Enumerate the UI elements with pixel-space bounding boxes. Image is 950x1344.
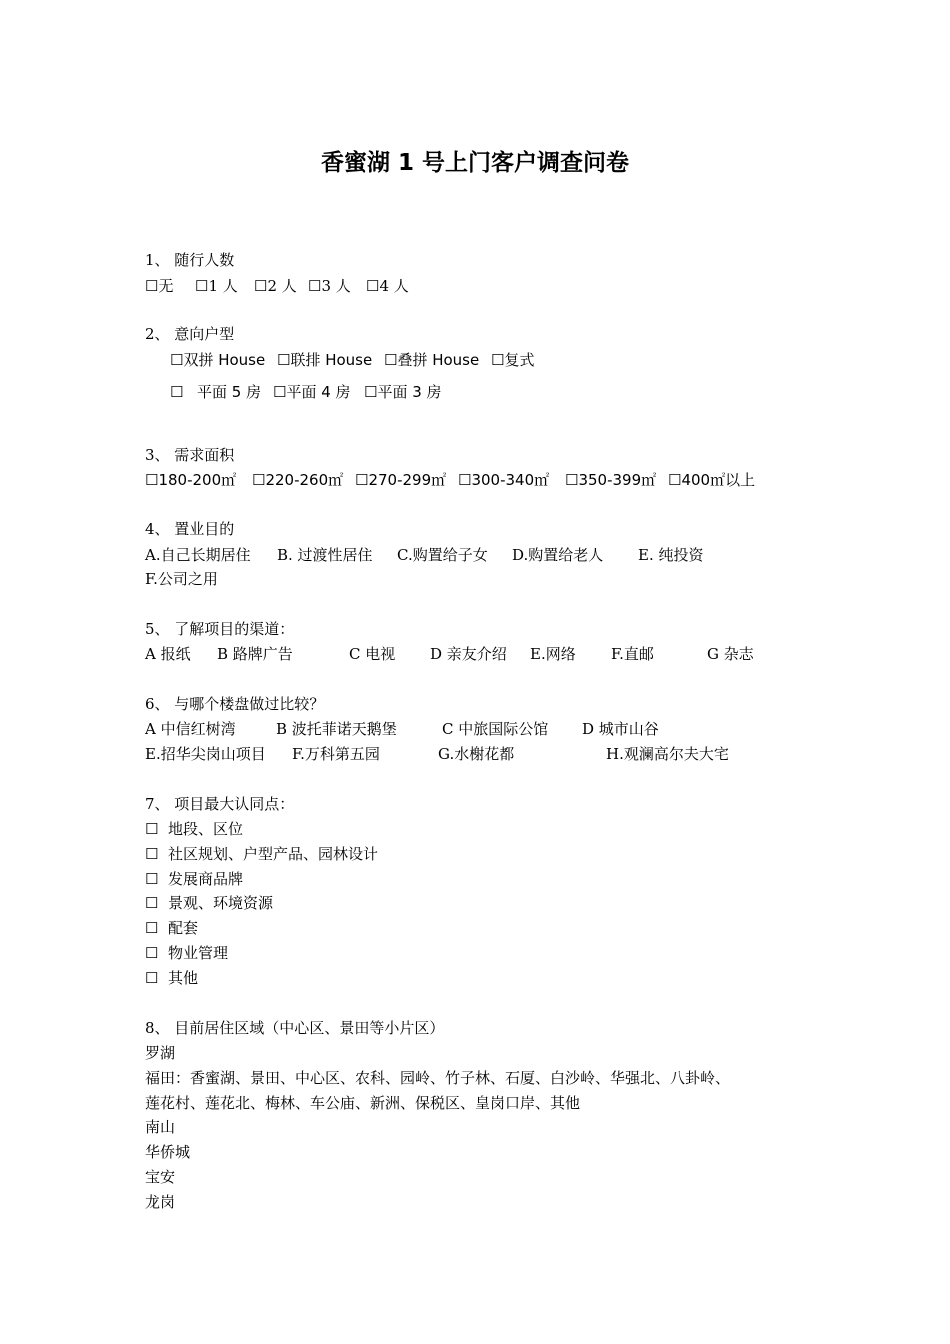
q7-option-planning[interactable]: ☐ 社区规划、户型产品、园林设计: [145, 845, 378, 863]
q4-option-a[interactable]: A.自己长期居住: [145, 546, 251, 564]
q5-option-e[interactable]: E.网络: [530, 645, 576, 663]
q2-question: 2、 意向户型: [145, 325, 235, 343]
q3-question: 3、 需求面积: [145, 446, 235, 464]
q6-option-c[interactable]: C 中旅国际公馆: [442, 720, 549, 738]
q5-option-g[interactable]: G 杂志: [707, 645, 754, 663]
q6-option-a[interactable]: A 中信红树湾: [145, 720, 236, 738]
q8-area-futian-cont: 莲花村、莲花北、梅林、车公庙、新洲、保税区、皇岗口岸、其他: [145, 1094, 581, 1112]
q4-option-d[interactable]: D.购置给老人: [512, 546, 604, 564]
q6-option-d[interactable]: D 城市山谷: [582, 720, 659, 738]
q8-area-oct: 华侨城: [145, 1143, 191, 1161]
q8-area-nanshan: 南山: [145, 1118, 176, 1136]
q7-option-other[interactable]: ☐ 其他: [145, 969, 198, 987]
q5-option-c[interactable]: C 电视: [349, 645, 396, 663]
q4-option-c[interactable]: C.购置给子女: [397, 546, 488, 564]
q7-option-location[interactable]: ☐ 地段、区位: [145, 820, 243, 838]
q1-options: [145, 276, 445, 296]
page-title: 香蜜湖 1 号上门客户调查问卷: [320, 150, 630, 176]
q2-options-row2: [170, 382, 490, 402]
q1-option-none[interactable]: ☐无: [145, 277, 174, 295]
q5-option-b[interactable]: B 路牌广告: [217, 645, 293, 663]
q1-option-3[interactable]: ☐3 人: [308, 277, 351, 295]
q2-options-row1: [170, 350, 590, 370]
q5-option-d[interactable]: D 亲友介绍: [430, 645, 507, 663]
q5-options: [145, 644, 775, 664]
q5-question: 5、 了解项目的渠道：: [145, 620, 295, 638]
q6-option-e[interactable]: E.招华尖岗山项目: [145, 745, 266, 763]
q3-option-180-200[interactable]: ☐180-200㎡: [145, 471, 237, 489]
q3-options: [145, 470, 805, 490]
q1-question: 1、 随行人数: [145, 251, 235, 269]
q2-option-flat-4[interactable]: ☐平面 4 房: [273, 383, 351, 401]
q7-question: 7、 项目最大认同点：: [145, 795, 295, 813]
q2-option-maisonette[interactable]: ☐复式: [491, 351, 535, 369]
q7-option-developer-brand[interactable]: ☐ 发展商品牌: [145, 870, 243, 888]
q6-option-b[interactable]: B 波托菲诺天鹅堡: [276, 720, 397, 738]
q8-area-longgang: 龙岗: [145, 1193, 176, 1211]
q6-options-row2: [145, 744, 765, 764]
q5-option-f[interactable]: F.直邮: [611, 645, 654, 663]
q6-options-row1: [145, 719, 705, 739]
q2-option-townhouse[interactable]: ☐联排 House: [277, 351, 373, 369]
q1-option-4[interactable]: ☐4 人: [366, 277, 409, 295]
q3-option-400-plus[interactable]: ☐400㎡以上: [668, 471, 756, 489]
q1-option-2[interactable]: ☐2 人: [254, 277, 297, 295]
q4-option-b[interactable]: B. 过渡性居住: [277, 546, 373, 564]
q3-option-270-299[interactable]: ☐270-299㎡: [355, 471, 447, 489]
q8-question: 8、 目前居住区域（中心区、景田等小片区）: [145, 1019, 445, 1037]
q2-option-duplex-house[interactable]: ☐双拼 House: [170, 351, 266, 369]
q4-question: 4、 置业目的: [145, 520, 235, 538]
q6-option-g[interactable]: G.水榭花都: [438, 745, 515, 763]
q8-area-luohu: 罗湖: [145, 1044, 176, 1062]
q5-option-a[interactable]: A 报纸: [145, 645, 191, 663]
q6-question: 6、 与哪个楼盘做过比较？: [145, 695, 325, 713]
q7-option-facilities[interactable]: ☐ 配套: [145, 919, 198, 937]
q2-option-stacked-house[interactable]: ☐叠拼 House: [384, 351, 480, 369]
q1-option-1[interactable]: ☐1 人: [195, 277, 238, 295]
q4-option-f[interactable]: F.公司之用: [145, 570, 218, 588]
q8-area-baoan: 宝安: [145, 1168, 176, 1186]
q3-option-300-340[interactable]: ☐300-340㎡: [458, 471, 550, 489]
q3-option-350-399[interactable]: ☐350-399㎡: [565, 471, 657, 489]
q4-option-e[interactable]: E. 纯投资: [638, 546, 704, 564]
q7-option-landscape[interactable]: ☐ 景观、环境资源: [145, 894, 273, 912]
q2-option-flat-5-checkbox[interactable]: ☐: [170, 383, 184, 401]
q7-option-property-management[interactable]: ☐ 物业管理: [145, 944, 228, 962]
q4-options: [145, 545, 745, 565]
q6-option-h[interactable]: H.观澜高尔夫大宅: [606, 745, 729, 763]
q8-area-futian: 福田：香蜜湖、景田、中心区、农科、园岭、竹子林、石厦、白沙岭、华强北、八卦岭、: [145, 1069, 731, 1087]
q2-option-flat-5-label: 平面 5 房: [197, 383, 262, 401]
q6-option-f[interactable]: F.万科第五园: [292, 745, 380, 763]
q2-option-flat-3[interactable]: ☐平面 3 房: [364, 383, 442, 401]
q3-option-220-260[interactable]: ☐220-260㎡: [252, 471, 344, 489]
